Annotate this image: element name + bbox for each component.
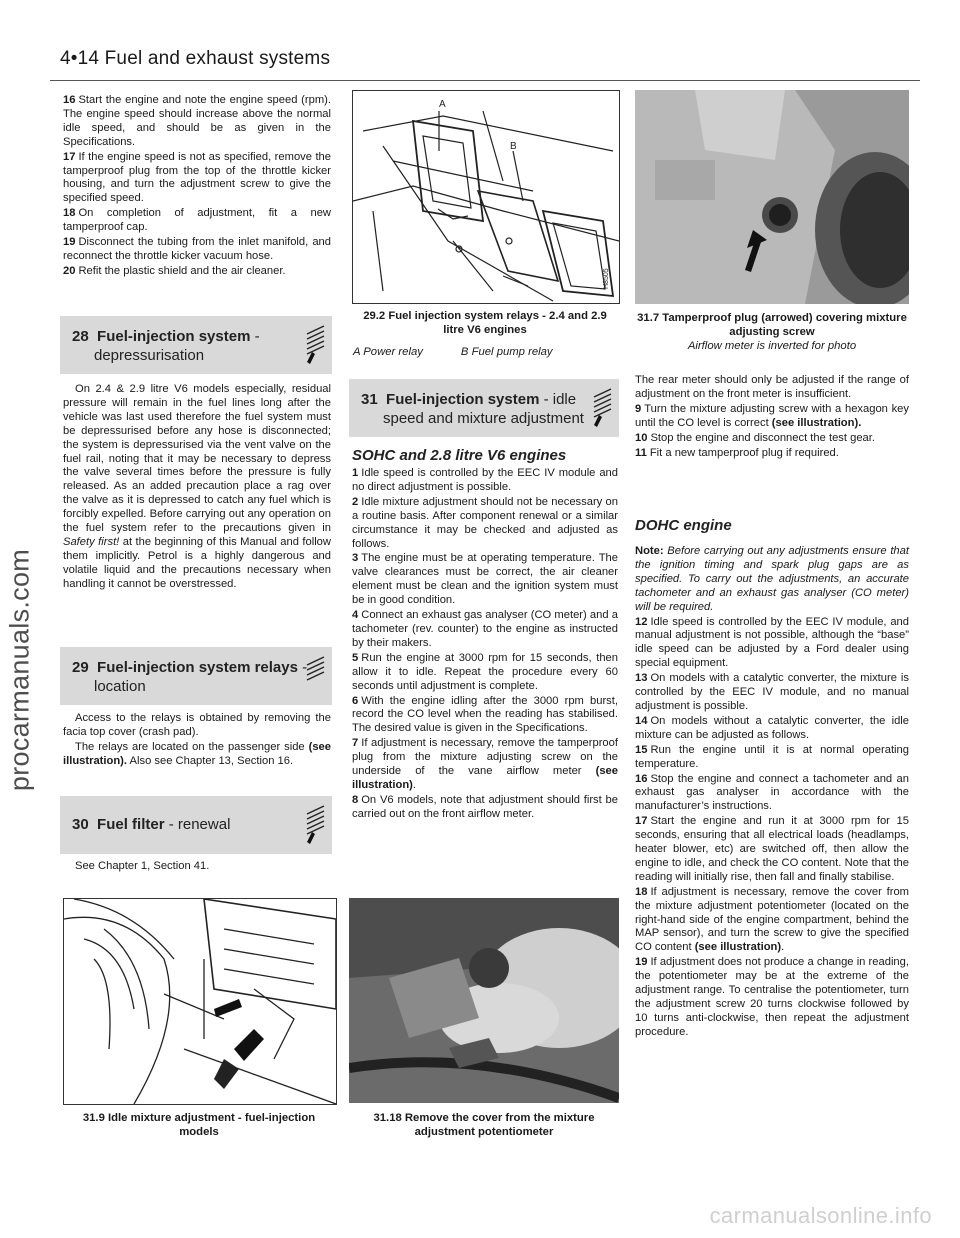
para-18: 18 On completion of adjustment, fit a new tamperproof cap. [63, 207, 331, 234]
section-30-body: See Chapter 1, Section 41. [75, 860, 210, 872]
potentiometer-photo [349, 898, 619, 1103]
figure-31-18-caption: 31.18 Remove the cover from the mixture adjustment potentiometer [373, 1112, 595, 1138]
section-28-header: 28 Fuel-injection system - depressurisation [60, 316, 332, 374]
bottom-watermark: carmanualsonline.info [709, 1203, 932, 1228]
key-a: A Power relay [353, 346, 423, 358]
col3-body: Note: Before carrying out any adjustments ensure that the ignition timing and spark plug gaps are as specified. To carry out the adjustments, an accurate tachometer and an exhaust gas analyser (CO meter) will be required. 12 Idle speed is controlled by the EEC IV module, and manual adjustment is not possible, although the “base” idle speed can be adjusted by a Ford dealer using special equipment. 13 On models with a catalytic converter, the mixture is controlled by the EEC IV module, and no manual adjustment is possible. 14 On models without a catalytic converter, the idle mixture can be adjusted as follows. 15 Run the engine until it is at normal operating temperature. 16 Stop the engine and connect a tachometer and an exhaust gas analyser in accordance with the manufacturer’s instructions. 17 Start the engine and run it at 3000 rpm for 15 seconds, ensuring that all electrical loads (headlamps, heater blower, etc) are switched off, then allow the engine to idle, and check the CO content. Note that the reading will initially rise, then fall and finally stabilise. 18 If adjustment is necessary, remove the cover from the mixture adjustment potentiometer (located on the right-hand side of the engine compartment, behind the MAP sensor), and turn the screw to give the specified CO content (see illustration). 19 If adjustment does not produce a change in reading, the potentiometer may be at the extreme of the adjustment range. To centralise the potentiometer, turn the adjustment screw 20 turns clockwise followed by 10 turns anti-clockwise, then repeat the adjustment procedure. [635, 545, 909, 1038]
para-17: 17 If the engine speed is not as specified, remove the tamperproof plug from the top of the throttle kicker housing, and turn the adjustment screw to give the specified speed. [63, 150, 331, 205]
figure-29-2-caption: 29.2 Fuel injection system relays - 2.4 and 2.9 litre V6 engines [363, 310, 607, 336]
col1-top-text [63, 94, 331, 280]
figure-31-9-caption: 31.9 Idle mixture adjustment - fuel-injection models [82, 1112, 316, 1138]
difficulty-spanner-icon [304, 653, 326, 699]
figure-31-7-photo [635, 90, 909, 304]
col3-top: The rear meter should only be adjusted if the range of adjustment on the front meter is insufficient. 9 Turn the mixture adjusting screw with a hexagon key until the CO level is correct (see illustration). 10 Stop the engine and disconnect the test gear. 11 Fit a new tamperproof plug if required. [635, 374, 909, 459]
section-29-header: 29 Fuel-injection system relays - location [60, 647, 332, 705]
para-16: 16 Start the engine and note the engine speed (rpm). The engine speed should increase above the normal idle speed, and should be as given in the Specifications. [63, 94, 331, 148]
idle-mixture-drawing [64, 899, 336, 1104]
side-watermark: procarmanuals.com [4, 548, 35, 792]
para-20: 20 Refit the plastic shield and the air cleaner. [63, 264, 286, 277]
drawing-code: H8505 [603, 268, 610, 289]
difficulty-spanner-icon [304, 802, 326, 848]
label-b: B [510, 141, 517, 152]
section-31-header: 31 Fuel-injection system - idle speed and mixture adjustment [349, 379, 619, 437]
subhead-sohc: SOHC and 2.8 litre V6 engines [352, 447, 567, 464]
figure-31-7-caption: 31.7 Tamperproof plug (arrowed) covering mixture adjusting screw Airflow meter is inverted for photo [637, 312, 907, 352]
section-28-body: On 2.4 & 2.9 litre V6 models especially, residual pressure will remain in the fuel lines long after the vehicle was last used therefore the fuel system must be depressurised before any hose is disconnected; the system is depressurised via the vent valve on the fuel rail, noting that it may be necessary to depress the valve several times before the pressure is fully released. As an added precaution place a rag over the valve as it is depressed to catch any fuel which is forcibly expelled. Before carrying out any operation on the fuel system refer to the precautions given in Safety first! at the beginning of this Manual and follow them implicitly. Petrol is a highly dangerous and volatile liquid and the precautions necessary when handling it cannot be overstressed. [63, 383, 331, 590]
col2-body: 1 Idle speed is controlled by the EEC IV module and no direct adjustment is possible. 2 Idle mixture adjustment should not be necessary on a routine basis. After component renewal or a similar circumstance it may be checked and adjusted as follows. 3 The engine must be at operating temperature. The valve clearances must be correct, the air cleaner element must be clean and the ignition system must be in good condition. 4 Connect an exhaust gas analyser (CO meter) and a tachometer (rev. counter) to the engine as instructed by their makers. 5 Run the engine at 3000 rpm for 15 seconds, then allow it to idle. Repeat the procedure every 60 seconds until adjustment is complete. 6 With the engine idling after the 3000 rpm burst, record the CO level when the reading has stabilised. The desired value is given in the Specifications. 7 If adjustment is necessary, remove the tamperproof plug from the mixture adjusting screw on the underside of the vane airflow meter (see illustration). 8 On V6 models, note that adjustment should first be carried out on the front airflow meter. [352, 467, 618, 820]
figure-31-18-photo [349, 898, 619, 1103]
label-a: A [439, 99, 446, 110]
section-30-header: 30 Fuel filter - renewal [60, 796, 332, 854]
difficulty-spanner-icon [304, 322, 326, 368]
figure-29-2-key [353, 346, 619, 358]
key-b: B Fuel pump relay [460, 346, 553, 358]
subhead-dohc: DOHC engine [635, 517, 732, 534]
figure-31-9-drawing [63, 898, 337, 1105]
header-divider [50, 80, 920, 81]
figure-29-2-relays [352, 90, 620, 304]
airflow-meter-photo [635, 90, 909, 304]
page-header: 4•14 Fuel and exhaust systems [60, 48, 331, 69]
relay-drawing [353, 91, 619, 303]
section-29-body: Access to the relays is obtained by removing the facia top cover (crash pad). The relays are located on the passenger side (see illustration). Also see Chapter 13, Section 16. [63, 712, 331, 767]
difficulty-spanner-icon [591, 385, 613, 431]
para-19: 19 Disconnect the tubing from the inlet manifold, and reconnect the throttle kicker vacuum hose. [63, 236, 331, 262]
